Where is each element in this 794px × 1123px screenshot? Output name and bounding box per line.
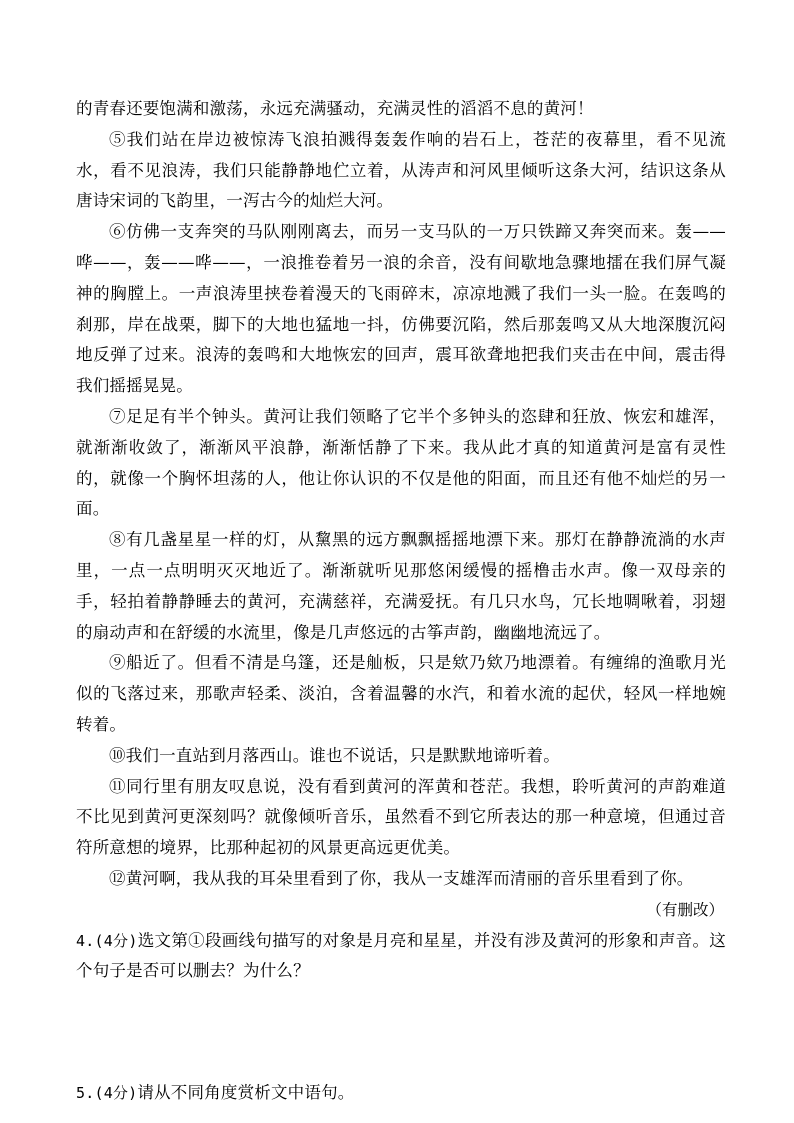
paragraph-11: ⑪同行里有朋友叹息说，没有看到黄河的浑黄和苍茫。我想，聆听黄河的声韵难道不比见到黄河更深刻吗？就像倾听音乐，虽然看不到它所表达的那一种意境，但通过音符所意想的境界，比那种起初的风景更高远更优美。	[76, 776, 726, 858]
paragraph-12: ⑫黄河啊，我从我的耳朵里看到了你，我从一支雄浑而清丽的音乐里看到了你。	[109, 868, 694, 888]
question-4-text	[76, 926, 726, 988]
question-5-number: 5.	[76, 1084, 95, 1103]
answer-space-4	[76, 987, 726, 1078]
document-page	[76, 94, 726, 1109]
question-4-score: (4分)	[94, 931, 138, 950]
paragraph-6: ⑥仿佛一支奔突的马队刚刚离去，而另一支马队的一万只铁蹄又奔突而来。轰——哗——，轰——哗——，一浪推卷着另一浪的余音，没有间歇地急骤地擂在我们屏气凝神的胸膛上。一声浪涛里挟卷着漫天的飞雨碎末，凉凉地溅了我们一头一脸。在轰鸣的刹那，岸在战栗，脚下的大地也猛地一抖，仿佛要沉陷，然后那轰鸣又从大地深腹沉闷地反弹了过来。浪涛的轰鸣和大地恢宏的回声，震耳欲聋地把我们夹击在中间，震击得我们摇摇晃晃。	[76, 222, 726, 396]
passage	[76, 94, 726, 895]
question-4	[76, 926, 726, 1079]
question-5-score: (4分)	[94, 1084, 138, 1103]
source-note: （有删改）	[646, 900, 724, 919]
paragraph-8: ⑧有几盏星星一样的灯，从黧黑的远方飘飘摇摇地漂下来。那灯在静静流淌的水声里，一点一点明明灭灭地近了。渐渐就听见那悠闲缓慢的摇橹击水声。像一双母亲的手，轻拍着静静睡去的黄河，充满慈祥，充满爱抚。有几只水鸟，冗长地啁啾着，羽翅的扇动声和在舒缓的水流里，像是几声悠远的古筝声韵，幽幽地流远了。	[76, 530, 726, 642]
question-4-body: 选文第①段画线句描写的对象是月亮和星星，并没有涉及黄河的形象和声音。这个句子是否可以删去？为什么？	[76, 930, 726, 981]
paragraph-5: ⑤我们站在岸边被惊涛飞浪拍溅得轰轰作响的岩石上，苍茫的夜幕里，看不见流水，看不见浪涛，我们只能静静地伫立着，从涛声和河风里倾听这条大河，结识这条从唐诗宋词的飞韵里，一泻古今的灿烂大河。	[76, 129, 726, 211]
question-5	[76, 1078, 726, 1109]
question-5-body: 请从不同角度赏析文中语句。	[137, 1083, 355, 1103]
paragraph-continuation: 的青春还要饱满和激荡，永远充满骚动，充满灵性的滔滔不息的黄河！	[76, 99, 594, 118]
paragraph-9: ⑨船近了。但看不清是乌篷，还是舢板，只是欸乃欸乃地漂着。有缠绵的渔歌月光似的飞落过来，那歌声轻柔、淡泊，含着温馨的水汽，和着水流的起伏，轻风一样地婉转着。	[76, 653, 726, 734]
question-5-text	[76, 1078, 726, 1109]
paragraph-10: ⑩我们一直站到月落西山。谁也不说话，只是默默地谛听着。	[109, 745, 560, 765]
question-4-number: 4.	[76, 931, 95, 950]
paragraph-7: ⑦足足有半个钟头。黄河让我们领略了它半个多钟头的恣肆和狂放、恢宏和雄浑，就渐渐收敛了，渐渐风平浪静，渐渐恬静了下来。我从此才真的知道黄河是富有灵性的，就像一个胸怀坦荡的人，他让你认识的不仅是他的阳面，而且还有他不灿烂的另一面。	[76, 406, 726, 519]
